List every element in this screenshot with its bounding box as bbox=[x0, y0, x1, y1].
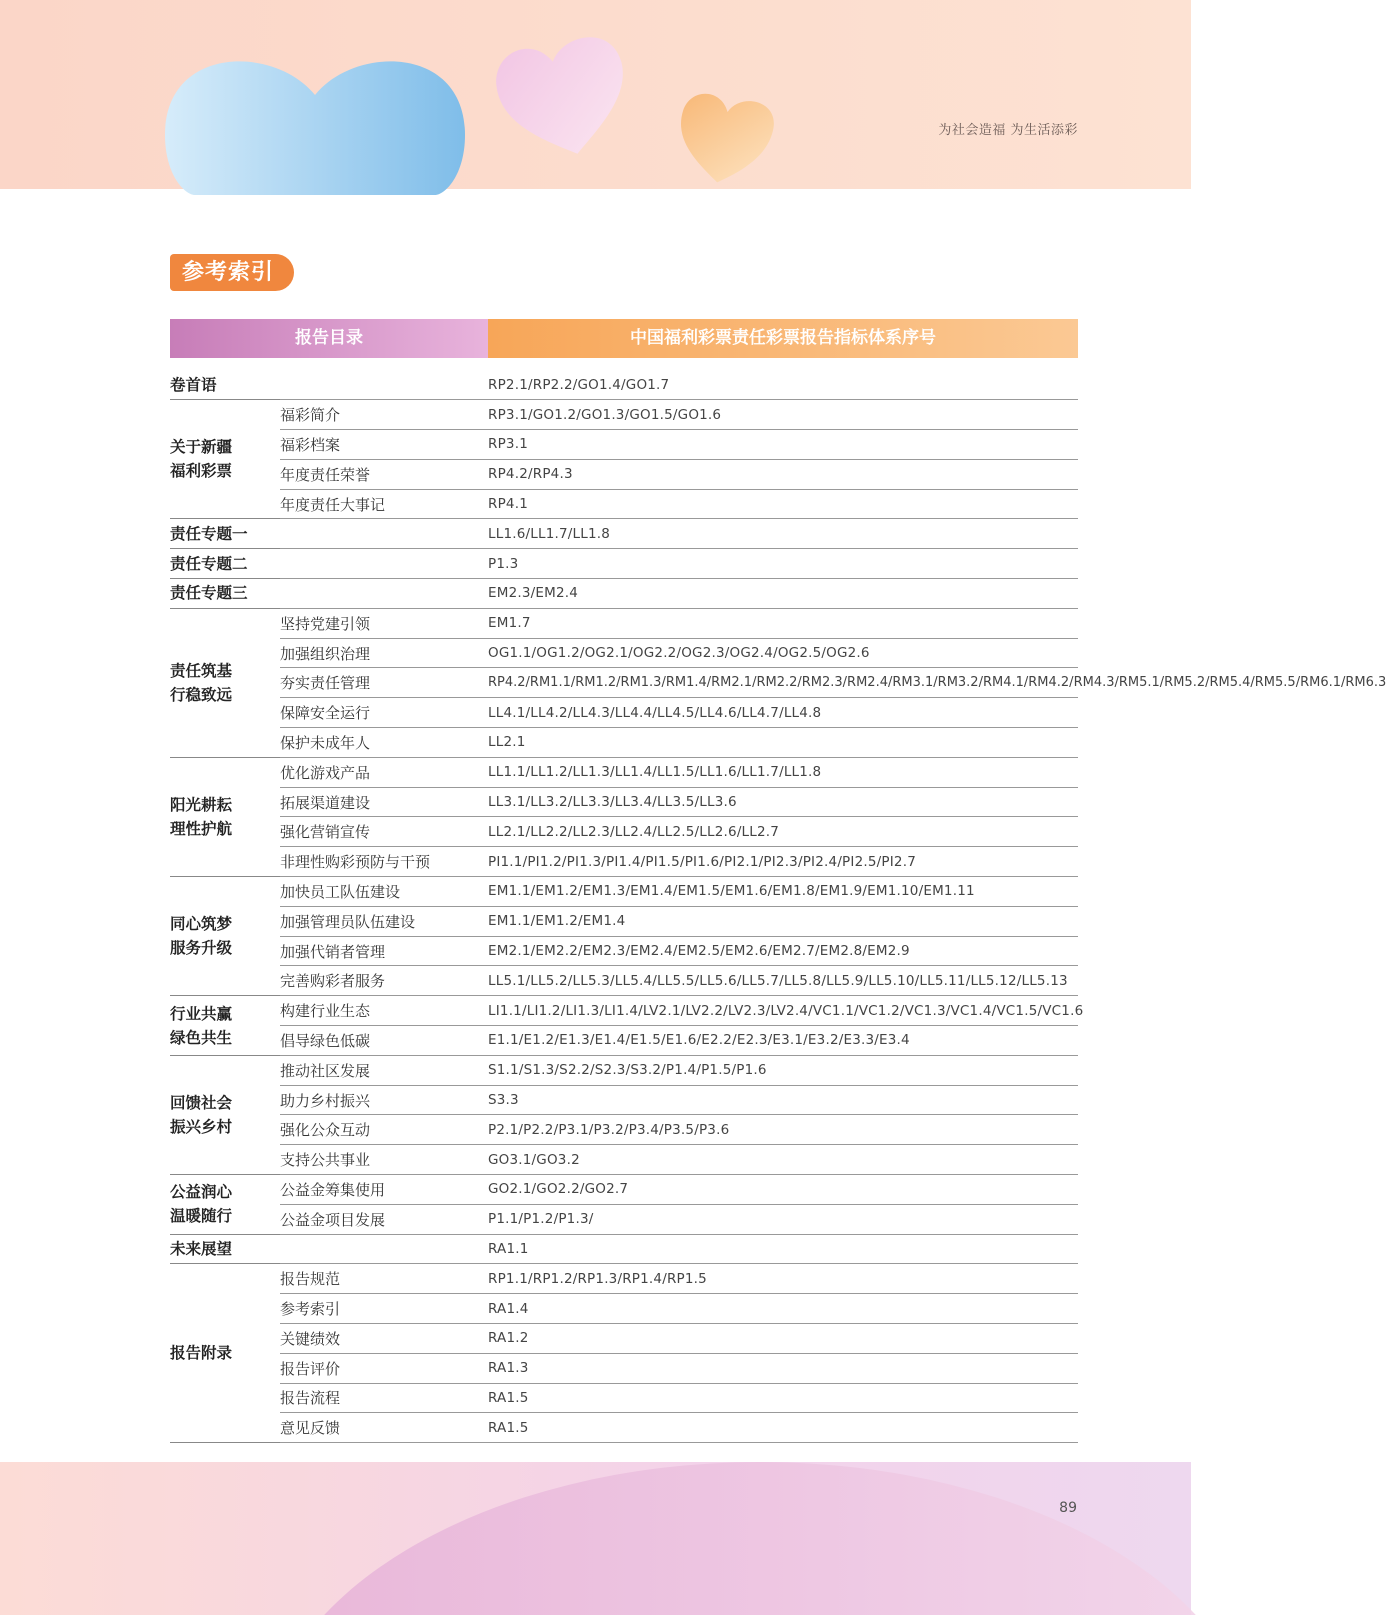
table-header bbox=[170, 319, 1078, 358]
index-codes: P1.1/P1.2/P1.3/ bbox=[488, 1204, 1078, 1234]
table-row bbox=[170, 817, 1078, 847]
table-row bbox=[170, 847, 1078, 877]
table-row bbox=[170, 1145, 1078, 1175]
index-codes: EM1.7 bbox=[488, 608, 1078, 638]
index-codes: LL3.1/LL3.2/LL3.3/LL3.4/LL3.5/LL3.6 bbox=[488, 787, 1078, 817]
table-row bbox=[170, 996, 1078, 1026]
table-row bbox=[170, 519, 1078, 549]
footer-band bbox=[0, 1462, 1191, 1615]
index-codes: S1.1/S1.3/S2.2/S2.3/S3.2/P1.4/P1.5/P1.6 bbox=[488, 1055, 1078, 1085]
index-codes: RP1.1/RP1.2/RP1.3/RP1.4/RP1.5 bbox=[488, 1264, 1078, 1294]
table-row bbox=[170, 1294, 1078, 1324]
subsection-name: 公益金筹集使用 bbox=[280, 1175, 488, 1205]
index-table bbox=[170, 370, 1386, 1443]
index-codes: RA1.4 bbox=[488, 1294, 1078, 1324]
index-codes: EM1.1/EM1.2/EM1.3/EM1.4/EM1.5/EM1.6/EM1.8/EM1.9/EM1.10/EM1.11 bbox=[488, 877, 1078, 907]
subsection-name: 关键绩效 bbox=[280, 1324, 488, 1354]
index-codes: P1.3 bbox=[488, 549, 1078, 579]
index-codes: EM2.1/EM2.2/EM2.3/EM2.4/EM2.5/EM2.6/EM2.7/EM2.8/EM2.9 bbox=[488, 936, 1078, 966]
subsection-name bbox=[280, 579, 488, 609]
table-row bbox=[170, 1383, 1078, 1413]
table-row bbox=[170, 1264, 1078, 1294]
subsection-name: 保障安全运行 bbox=[280, 698, 488, 728]
table-row bbox=[170, 608, 1078, 638]
page-number: 89 bbox=[1059, 1500, 1077, 1516]
section-name: 同心筑梦 服务升级 bbox=[170, 877, 280, 996]
table-row bbox=[170, 1353, 1078, 1383]
index-codes: LI1.1/LI1.2/LI1.3/LI1.4/LV2.1/LV2.2/LV2.3/LV2.4/VC1.1/VC1.2/VC1.3/VC1.4/VC1.5/VC1.6 bbox=[488, 996, 1078, 1026]
index-codes: LL4.1/LL4.2/LL4.3/LL4.4/LL4.5/LL4.6/LL4.7/LL4.8 bbox=[488, 698, 1078, 728]
subsection-name: 非理性购彩预防与干预 bbox=[280, 847, 488, 877]
index-codes: GO2.1/GO2.2/GO2.7 bbox=[488, 1175, 1078, 1205]
pink-heart-icon bbox=[495, 30, 635, 160]
subsection-name: 助力乡村振兴 bbox=[280, 1085, 488, 1115]
subsection-name: 报告流程 bbox=[280, 1383, 488, 1413]
index-codes: S3.3 bbox=[488, 1085, 1078, 1115]
table-row bbox=[170, 370, 1078, 400]
table-row bbox=[170, 1204, 1078, 1234]
index-codes: RA1.2 bbox=[488, 1324, 1078, 1354]
index-codes: RP3.1 bbox=[488, 430, 1078, 460]
table-row bbox=[170, 1115, 1078, 1145]
subsection-name: 加强组织治理 bbox=[280, 638, 488, 668]
column-header-catalog: 报告目录 bbox=[170, 319, 488, 358]
column-header-index: 中国福利彩票责任彩票报告指标体系序号 bbox=[488, 319, 1078, 358]
subsection-name bbox=[280, 549, 488, 579]
table-row bbox=[170, 698, 1078, 728]
section-name: 卷首语 bbox=[170, 370, 280, 400]
table-row bbox=[170, 668, 1078, 698]
table-row bbox=[170, 877, 1078, 907]
index-codes: RA1.5 bbox=[488, 1413, 1078, 1443]
table-row bbox=[170, 1175, 1078, 1205]
table-row bbox=[170, 906, 1078, 936]
subsection-name: 福彩简介 bbox=[280, 400, 488, 430]
section-name: 公益润心 温暖随行 bbox=[170, 1175, 280, 1235]
section-name: 责任筑基 行稳致远 bbox=[170, 608, 280, 757]
section-name: 行业共赢 绿色共生 bbox=[170, 996, 280, 1056]
table-row bbox=[170, 400, 1078, 430]
subsection-name: 意见反馈 bbox=[280, 1413, 488, 1443]
index-codes: RA1.1 bbox=[488, 1234, 1078, 1264]
table-row bbox=[170, 638, 1078, 668]
subsection-name: 夯实责任管理 bbox=[280, 668, 488, 698]
section-name: 关于新疆 福利彩票 bbox=[170, 400, 280, 519]
section-name: 未来展望 bbox=[170, 1234, 280, 1264]
subsection-name: 参考索引 bbox=[280, 1294, 488, 1324]
subsection-name: 加快员工队伍建设 bbox=[280, 877, 488, 907]
subsection-name: 年度责任大事记 bbox=[280, 489, 488, 519]
subsection-name: 构建行业生态 bbox=[280, 996, 488, 1026]
subsection-name: 优化游戏产品 bbox=[280, 757, 488, 787]
subsection-name: 年度责任荣誉 bbox=[280, 459, 488, 489]
section-name: 阳光耕耘 理性护航 bbox=[170, 757, 280, 876]
table-row bbox=[170, 728, 1078, 758]
subsection-name: 福彩档案 bbox=[280, 430, 488, 460]
index-codes: EM1.1/EM1.2/EM1.4 bbox=[488, 906, 1078, 936]
table-row bbox=[170, 1055, 1078, 1085]
table-row bbox=[170, 936, 1078, 966]
table-row bbox=[170, 489, 1078, 519]
subsection-name bbox=[280, 519, 488, 549]
subsection-name bbox=[280, 370, 488, 400]
subsection-name: 倡导绿色低碳 bbox=[280, 1026, 488, 1056]
index-codes: P2.1/P2.2/P3.1/P3.2/P3.4/P3.5/P3.6 bbox=[488, 1115, 1078, 1145]
section-title: 参考索引 bbox=[170, 254, 294, 291]
subsection-name: 加强代销者管理 bbox=[280, 936, 488, 966]
index-codes: LL2.1 bbox=[488, 728, 1078, 758]
table-row bbox=[170, 579, 1078, 609]
subsection-name: 支持公共事业 bbox=[280, 1145, 488, 1175]
index-codes: RP4.1 bbox=[488, 489, 1078, 519]
orange-heart-icon bbox=[675, 88, 775, 188]
subsection-name: 拓展渠道建设 bbox=[280, 787, 488, 817]
index-codes: RA1.5 bbox=[488, 1383, 1078, 1413]
table-row bbox=[170, 966, 1078, 996]
section-name: 责任专题三 bbox=[170, 579, 280, 609]
subsection-name: 强化公众互动 bbox=[280, 1115, 488, 1145]
table-row bbox=[170, 1026, 1078, 1056]
index-codes: RP4.2/RM1.1/RM1.2/RM1.3/RM1.4/RM2.1/RM2.2/RM2.3/RM2.4/RM3.1/RM3.2/RM4.1/RM4.2/RM4.3/RM5.1/RM5.2/RM5.4/RM5.5/RM6.1/RM6.3 bbox=[488, 668, 1078, 698]
index-codes: E1.1/E1.2/E1.3/E1.4/E1.5/E1.6/E2.2/E2.3/E3.1/E3.2/E3.3/E3.4 bbox=[488, 1026, 1078, 1056]
table-row bbox=[170, 1085, 1078, 1115]
slogan: 为社会造福 为生活添彩 bbox=[938, 123, 1078, 138]
index-codes: RP4.2/RP4.3 bbox=[488, 459, 1078, 489]
section-name: 报告附录 bbox=[170, 1264, 280, 1443]
index-codes: LL5.1/LL5.2/LL5.3/LL5.4/LL5.5/LL5.6/LL5.7/LL5.8/LL5.9/LL5.10/LL5.11/LL5.12/LL5.13 bbox=[488, 966, 1078, 996]
table-row bbox=[170, 430, 1078, 460]
index-codes: LL2.1/LL2.2/LL2.3/LL2.4/LL2.5/LL2.6/LL2.7 bbox=[488, 817, 1078, 847]
subsection-name bbox=[280, 1234, 488, 1264]
subsection-name: 报告规范 bbox=[280, 1264, 488, 1294]
index-codes: GO3.1/GO3.2 bbox=[488, 1145, 1078, 1175]
index-codes: RP3.1/GO1.2/GO1.3/GO1.5/GO1.6 bbox=[488, 400, 1078, 430]
subsection-name: 保护未成年人 bbox=[280, 728, 488, 758]
subsection-name: 强化营销宣传 bbox=[280, 817, 488, 847]
section-name: 回馈社会 振兴乡村 bbox=[170, 1055, 280, 1174]
subsection-name: 推动社区发展 bbox=[280, 1055, 488, 1085]
subsection-name: 坚持党建引领 bbox=[280, 608, 488, 638]
index-codes: LL1.6/LL1.7/LL1.8 bbox=[488, 519, 1078, 549]
index-codes: RP2.1/RP2.2/GO1.4/GO1.7 bbox=[488, 370, 1078, 400]
subsection-name: 报告评价 bbox=[280, 1353, 488, 1383]
table-row bbox=[170, 787, 1078, 817]
index-codes: OG1.1/OG1.2/OG2.1/OG2.2/OG2.3/OG2.4/OG2.5/OG2.6 bbox=[488, 638, 1078, 668]
table-row bbox=[170, 1234, 1078, 1264]
table-row bbox=[170, 1324, 1078, 1354]
table-row bbox=[170, 549, 1078, 579]
section-name: 责任专题二 bbox=[170, 549, 280, 579]
decorative-circle-icon bbox=[0, 1462, 1191, 1615]
subsection-name: 加强管理员队伍建设 bbox=[280, 906, 488, 936]
header-band bbox=[0, 0, 1191, 189]
subsection-name: 公益金项目发展 bbox=[280, 1204, 488, 1234]
table-row bbox=[170, 757, 1078, 787]
index-codes: PI1.1/PI1.2/PI1.3/PI1.4/PI1.5/PI1.6/PI2.1/PI2.3/PI2.4/PI2.5/PI2.7 bbox=[488, 847, 1078, 877]
table-row bbox=[170, 459, 1078, 489]
table-row bbox=[170, 1413, 1078, 1443]
index-codes: LL1.1/LL1.2/LL1.3/LL1.4/LL1.5/LL1.6/LL1.7/LL1.8 bbox=[488, 757, 1078, 787]
index-codes: RA1.3 bbox=[488, 1353, 1078, 1383]
section-name: 责任专题一 bbox=[170, 519, 280, 549]
subsection-name: 完善购彩者服务 bbox=[280, 966, 488, 996]
index-codes: EM2.3/EM2.4 bbox=[488, 579, 1078, 609]
blue-heart-icon bbox=[165, 55, 465, 195]
